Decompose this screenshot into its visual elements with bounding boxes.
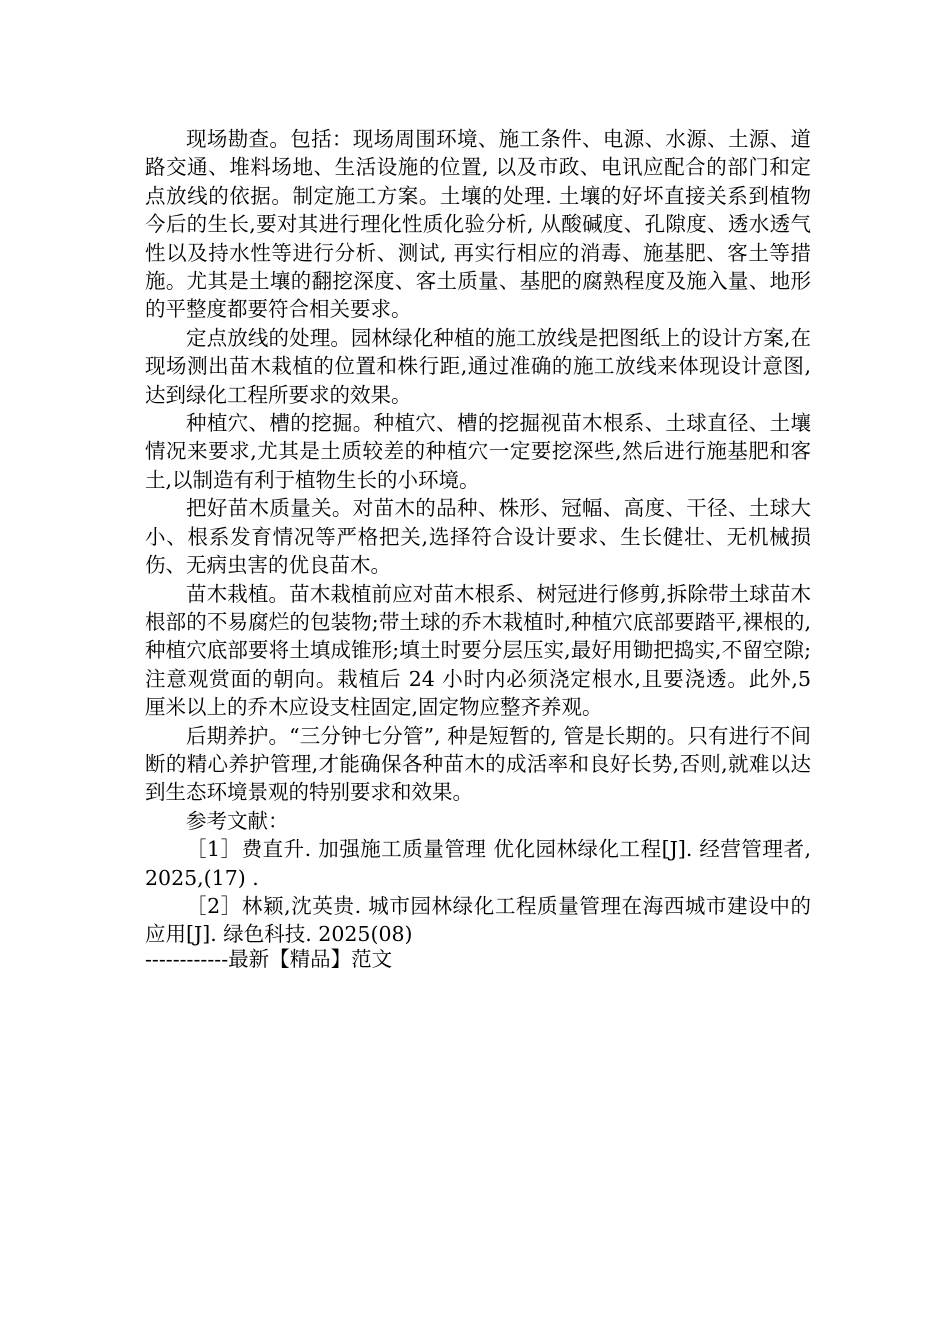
paragraph-pit-digging: 种植穴、槽的挖掘。种植穴、槽的挖掘视苗木根系、土球直径、土壤情况来要求,尤其是土质较差的种植穴一定要挖深些,然后进行施基肥和客土,以制造有利于植物生长的小环境。 bbox=[145, 411, 811, 492]
footer-banner: ------------最新【精品】范文 bbox=[145, 947, 393, 971]
paragraph-seedling-quality: 把好苗木质量关。对苗木的品种、株形、冠幅、高度、干径、土球大小、根系发育情况等严格把关,选择符合设计要求、生长健壮、无机械损伤、无病虫害的优良苗木。 bbox=[145, 496, 811, 578]
paragraph-staking-out: 定点放线的处理。园林绿化种植的施工放线是把图纸上的设计方案,在现场测出苗木栽植的位置和株行距,通过准确的施工放线来体现设计意图,达到绿化工程所要求的效果。 bbox=[145, 325, 811, 407]
paragraph-planting: 苗木栽植。苗木栽植前应对苗木根系、树冠进行修剪,拆除带土球苗木根部的不易腐烂的包装物;带土球的乔木栽植时,种植穴底部要踏平,裸根的,种植穴底部要将土填成锥形;填土时要分层压实,最好用锄把捣实,不留空隙;注意观赏面的朝向。栽植后 24 小时内必须浇定根水,且要浇透。此外,5 厘米以上的乔木应设支柱固定,固定物应整齐养观。 bbox=[145, 581, 811, 720]
reference-item-1: ［1］费直升. 加强施工质量管理 优化园林绿化工程[J]. 经营管理者, 2025,(17) . bbox=[145, 837, 811, 890]
reference-item-2: ［2］林颖,沈英贵. 城市园林绿化工程质量管理在海西城市建设中的应用[J]. 绿色科技. 2025(08) bbox=[145, 893, 811, 947]
references-heading: 参考文献： bbox=[186, 808, 289, 833]
paragraph-maintenance: 后期养护。“三分钟七分管”, 种是短暂的, 管是长期的。只有进行不间断的精心养护管理,才能确保各种苗木的成活率和良好长势,否则,就难以达到生态环境景观的特别要求和效果。 bbox=[145, 723, 811, 805]
document-body bbox=[145, 125, 811, 949]
paragraph-site-survey: 现场勘查。包括：现场周围环境、施工条件、电源、水源、土源、道路交通、堆料场地、生活设施的位置, 以及市政、电讯应配合的部门和定点放线的依据。制定施工方案。土壤的处理. 土壤的好坏直接关系到植物今后的生长,要对其进行理化性质化验分析, 从酸碱度、孔隙度、透水透气性以及持水性等进行分析、测试, 再实行相应的消毒、施基肥、客土等措施。尤其是土壤的翻挖深度、客土质量、基肥的腐熟程度及施入量、地形的平整度都要符合相关要求。 bbox=[145, 127, 811, 322]
